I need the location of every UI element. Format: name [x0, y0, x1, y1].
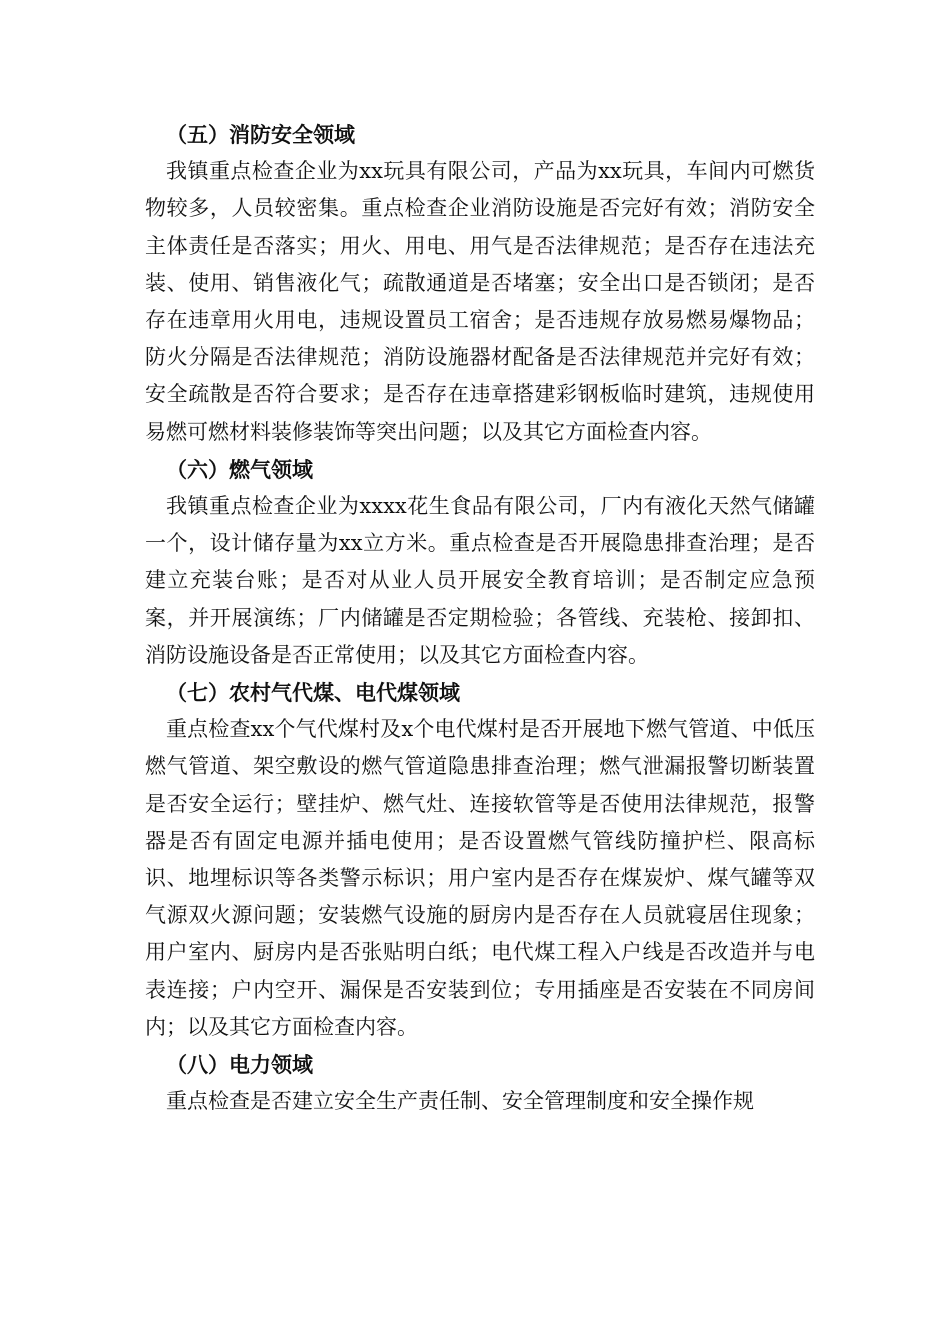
section-electric-power: [145, 1046, 815, 1120]
section-fire-safety: [145, 116, 815, 451]
section-paragraph: 我镇重点检查企业为xxxx花生食品有限公司，厂内有液化天然气储罐一个，设计储存量为xx立方米。重点检查是否开展隐患排查治理；是否建立充装台账；是否对从业人员开展安全教育培训；是否制定应急预案，并开展演练；厂内储罐是否定期检验；各管线、充装枪、接卸扣、消防设施设备是否正常使用；以及其它方面检查内容。: [145, 494, 815, 667]
section-heading: （六）燃气领域: [166, 456, 313, 482]
section-heading: （五）消防安全领域: [166, 122, 355, 147]
document-page: [145, 116, 815, 1120]
section-paragraph: 重点检查是否建立安全生产责任制、安全管理制度和安全操作规: [166, 1089, 754, 1114]
section-rural-coal-replacement: [145, 674, 815, 1046]
section-heading: （八）电力领域: [166, 1052, 313, 1078]
section-heading: （七）农村气代煤、电代煤领域: [166, 680, 460, 706]
section-gas: [145, 451, 815, 674]
section-paragraph: 重点检查xx个气代煤村及x个电代煤村是否开展地下燃气管道、中低压燃气管道、架空敷设的燃气管道隐患排查治理；燃气泄漏报警切断装置是否安全运行；壁挂炉、燃气灶、连接软管等是否使用法律规范，报警器是否有固定电源并插电使用；是否设置燃气管线防撞护栏、限高标识、地埋标识等各类警示标识；用户室内是否存在煤炭炉、煤气罐等双气源双火源问题；安装燃气设施的厨房内是否存在人员就寝居住现象；用户室内、厨房内是否张贴明白纸；电代煤工程入户线是否改造并与电表连接；户内空开、漏保是否安装到位；专用插座是否安装在不同房间内；以及其它方面检查内容。: [145, 717, 815, 1039]
section-paragraph: 我镇重点检查企业为xx玩具有限公司，产品为xx玩具，车间内可燃货物较多，人员较密集。重点检查企业消防设施是否完好有效；消防安全主体责任是否落实；用火、用电、用气是否法律规范；是否存在违法充装、使用、销售液化气；疏散通道是否堵塞；安全出口是否锁闭；是否存在违章用火用电，违规设置员工宿舍；是否违规存放易燃易爆物品；防火分隔是否法律规范；消防设施器材配备是否法律规范并完好有效；安全疏散是否符合要求；是否存在违章搭建彩钢板临时建筑，违规使用易燃可燃材料装修装饰等突出问题；以及其它方面检查内容。: [145, 159, 815, 444]
